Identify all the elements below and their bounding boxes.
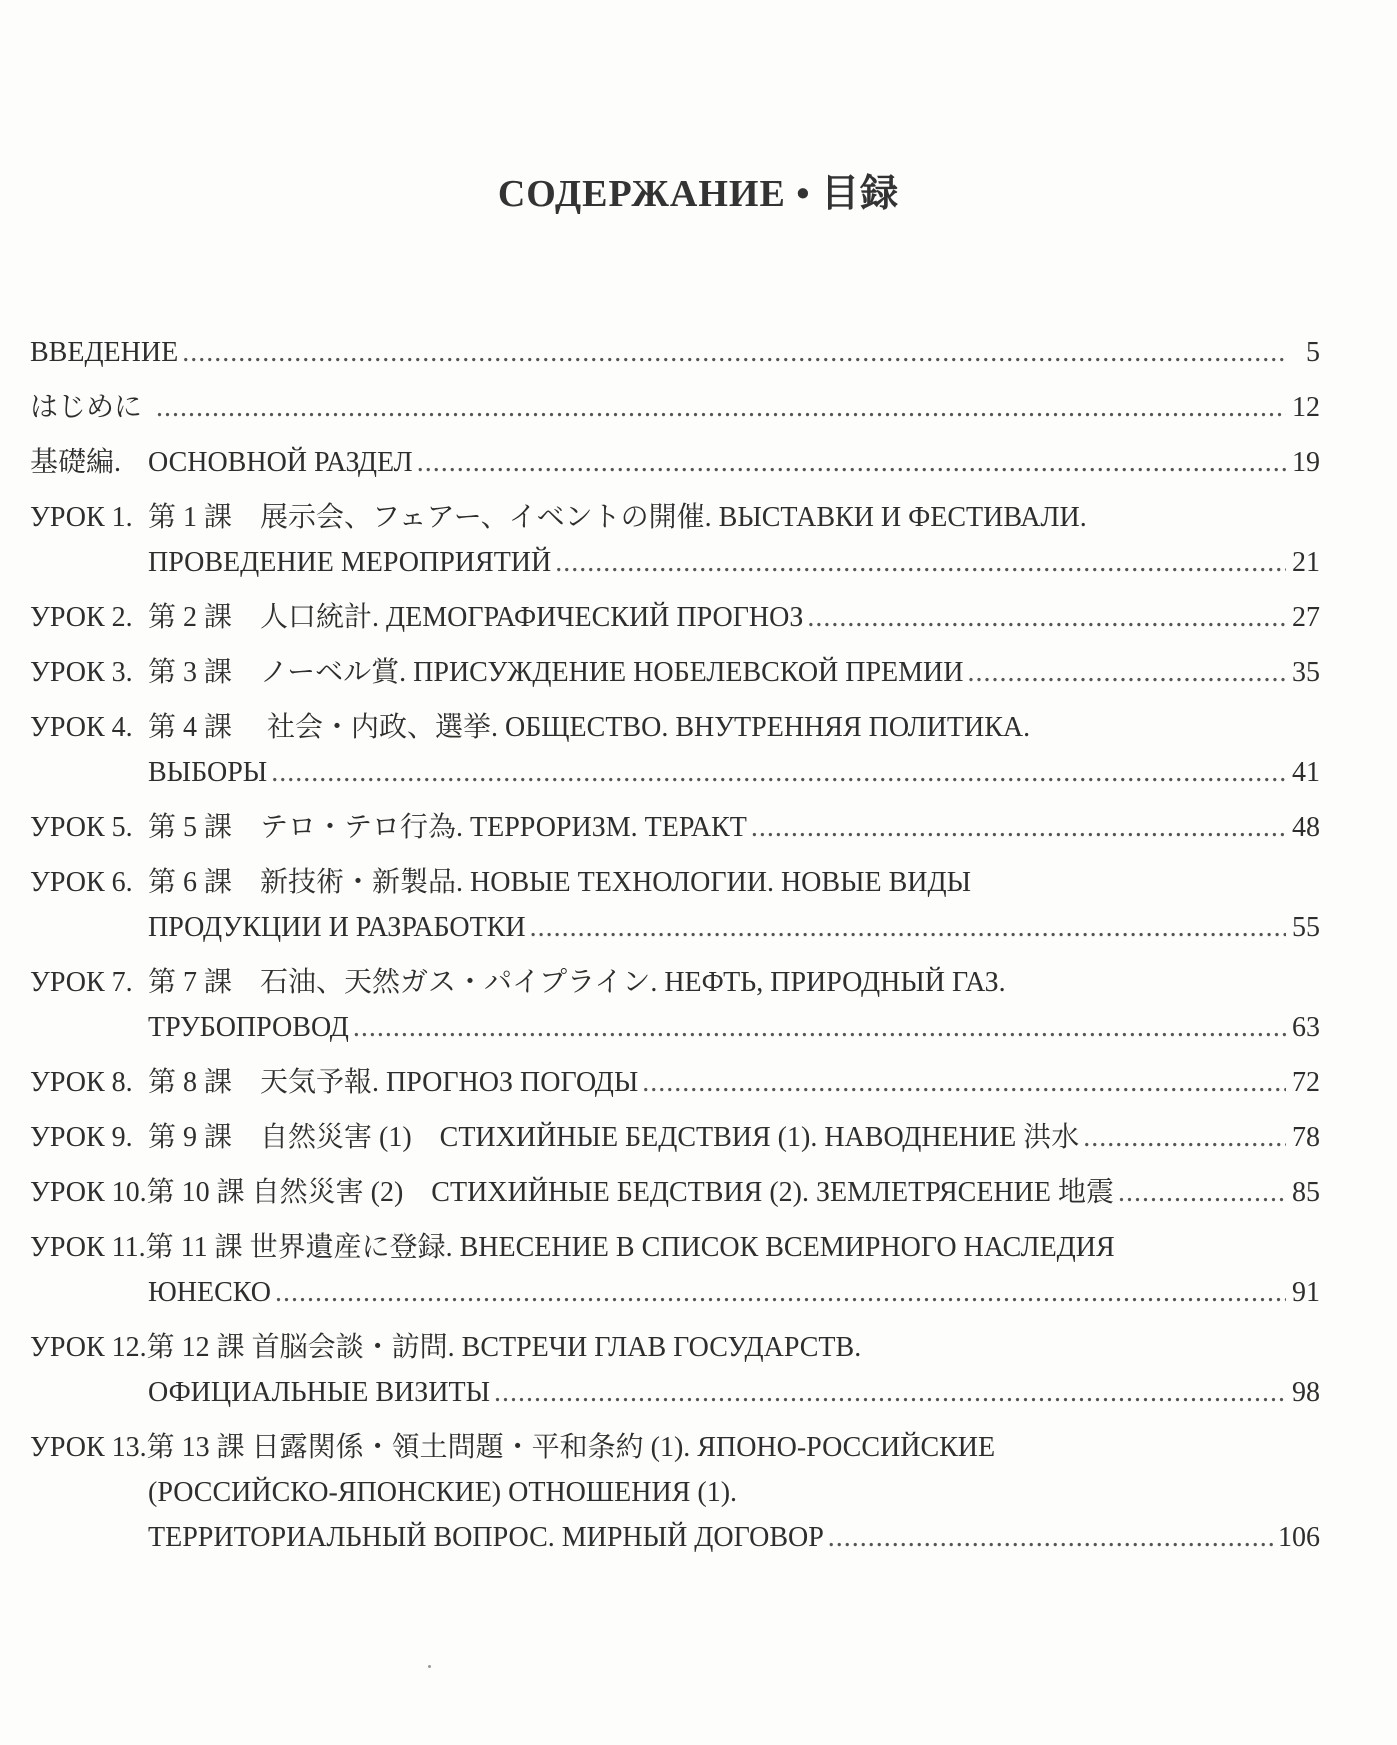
- toc-page-number: 48: [1292, 812, 1320, 843]
- toc-entry-prefix: УРОК 6.: [30, 867, 133, 898]
- toc-entry-prefix: УРОК 9.: [30, 1122, 133, 1153]
- toc-entry-lesson-2[interactable]: [30, 595, 1320, 640]
- toc-page-number: 55: [1292, 912, 1320, 943]
- toc-entry-lesson-1[interactable]: [30, 495, 1320, 585]
- toc-entry-title-continued: ТРУБОПРОВОД: [148, 1012, 349, 1043]
- dot-leader: [275, 1270, 1286, 1315]
- dot-leader: [642, 1060, 1286, 1105]
- toc-entry-title: 第 10 課 自然災害 (2) СТИХИЙНЫЕ БЕДСТВИЯ (2). ЗЕМЛЕТРЯСЕНИЕ 地震: [146, 1177, 1115, 1208]
- toc-entry-prefix: 基礎編.: [30, 447, 122, 478]
- toc-entry-prefix: УРОК 4.: [30, 712, 133, 743]
- dot-leader: [156, 385, 1286, 430]
- dot-leader: [1118, 1170, 1286, 1215]
- toc-page-number: 85: [1292, 1177, 1320, 1208]
- dot-leader: [555, 540, 1286, 585]
- toc-entry-title: はじめに: [30, 392, 143, 423]
- toc-entry-intro-ru[interactable]: [30, 330, 1320, 375]
- toc-entry-title: ОСНОВНОЙ РАЗДЕЛ: [148, 447, 413, 478]
- dot-leader: [828, 1515, 1274, 1560]
- toc-page-number: 78: [1292, 1122, 1320, 1153]
- toc-entry-prefix: УРОК 13.: [30, 1432, 147, 1463]
- toc-entry-lesson-7[interactable]: [30, 960, 1320, 1050]
- toc-page-number: 21: [1292, 547, 1320, 578]
- toc-page-number: 35: [1292, 657, 1320, 688]
- toc-entry-intro-jp[interactable]: [30, 385, 1320, 430]
- toc-page-number: 5: [1306, 337, 1320, 368]
- toc-entry-lesson-13[interactable]: [30, 1425, 1320, 1560]
- dot-leader: [807, 595, 1286, 640]
- dot-leader: [494, 1370, 1286, 1415]
- toc-page-number: 106: [1278, 1522, 1320, 1553]
- toc-entry-title-continued: ВЫБОРЫ: [148, 757, 268, 788]
- toc-entry-lesson-10[interactable]: [30, 1170, 1320, 1215]
- toc-entry-title: 第 6 課 新技術・新製品. НОВЫЕ ТЕХНОЛОГИИ. НОВЫЕ ВИДЫ: [148, 867, 972, 898]
- toc-entry-title: 第 4 課 社会・内政、選挙. ОБЩЕСТВО. ВНУТРЕННЯЯ ПОЛИТИКА.: [148, 712, 1031, 743]
- dot-leader: [1083, 1115, 1286, 1160]
- toc-page-number: 63: [1292, 1012, 1320, 1043]
- toc-entry-title: 第 2 課 人口統計. ДЕМОГРАФИЧЕСКИЙ ПРОГНОЗ: [148, 602, 804, 633]
- toc-entry-prefix: УРОК 2.: [30, 602, 133, 633]
- toc-entry-title-continued: ПРОВЕДЕНИЕ МЕРОПРИЯТИЙ: [148, 547, 552, 578]
- toc-page-number: 91: [1292, 1277, 1320, 1308]
- toc-entry-lesson-5[interactable]: [30, 805, 1320, 850]
- toc-entry-prefix: УРОК 12.: [30, 1332, 147, 1363]
- toc-entry-prefix: УРОК 11.: [30, 1232, 146, 1263]
- toc-entry-prefix: УРОК 7.: [30, 967, 133, 998]
- toc-entry-prefix: УРОК 3.: [30, 657, 133, 688]
- toc-entry-lesson-9[interactable]: [30, 1115, 1320, 1160]
- toc-entry-title-continued: ЮНЕСКО: [148, 1277, 271, 1308]
- toc-entry-lesson-4[interactable]: [30, 705, 1320, 795]
- toc-entry-title: 第 12 課 首脳会談・訪問. ВСТРЕЧИ ГЛАВ ГОСУДАРСТВ.: [146, 1332, 862, 1363]
- dot-leader: [417, 440, 1286, 485]
- page-title: СОДЕРЖАНИЕ • 目録: [497, 173, 900, 215]
- toc-entry-prefix: УРОК 10.: [30, 1177, 147, 1208]
- dot-leader: [353, 1005, 1286, 1050]
- toc-entry-title: 第 13 課 日露関係・領土問題・平和条約 (1). ЯПОНО-РОССИЙСКИЕ: [146, 1432, 996, 1463]
- toc-entry-title-continued: ТЕРРИТОРИАЛЬНЫЙ ВОПРОС. МИРНЫЙ ДОГОВОР: [148, 1522, 824, 1553]
- toc-entry-prefix: УРОК 1.: [30, 502, 133, 533]
- toc-entry-lesson-12[interactable]: [30, 1325, 1320, 1415]
- toc-entry-title: 第 7 課 石油、天然ガス・パイプライン. НЕФТЬ, ПРИРОДНЫЙ ГАЗ.: [148, 967, 1006, 998]
- table-of-contents: [30, 330, 1320, 1560]
- toc-entry-lesson-8[interactable]: [30, 1060, 1320, 1105]
- toc-entry-title: 第 3 課 ノーベル賞. ПРИСУЖДЕНИЕ НОБЕЛЕВСКОЙ ПРЕМИИ: [148, 657, 964, 688]
- toc-entry-title: 第 9 課 自然災害 (1) СТИХИЙНЫЕ БЕДСТВИЯ (1). НАВОДНЕНИЕ 洪水: [148, 1122, 1080, 1153]
- toc-entry-lesson-3[interactable]: [30, 650, 1320, 695]
- toc-entry-prefix: УРОК 5.: [30, 812, 133, 843]
- dot-leader: [182, 330, 1286, 375]
- toc-entry-title: 第 11 課 世界遺産に登録. ВНЕСЕНИЕ В СПИСОК ВСЕМИРНОГО НАСЛЕДИЯ: [145, 1232, 1115, 1263]
- dot-leader: [530, 905, 1286, 950]
- toc-entry-title: 第 5 課 テロ・テロ行為. ТЕРРОРИЗМ. ТЕРАКТ: [148, 812, 747, 843]
- dot-leader: [968, 650, 1287, 695]
- toc-page-number: 72: [1292, 1067, 1320, 1098]
- toc-entry-lesson-11[interactable]: [30, 1225, 1320, 1315]
- toc-entry-title-continued: ОФИЦИАЛЬНЫЕ ВИЗИТЫ: [148, 1377, 491, 1408]
- toc-page-number: 41: [1292, 757, 1320, 788]
- dot-leader: [271, 750, 1286, 795]
- toc-entry-title: 第 1 課 展示会、フェアー、イベントの開催. ВЫСТАВКИ И ФЕСТИВАЛИ.: [148, 502, 1087, 533]
- toc-entry-basic[interactable]: [30, 440, 1320, 485]
- toc-entry-prefix: УРОК 8.: [30, 1067, 133, 1098]
- dot-leader: [751, 805, 1286, 850]
- toc-entry-title: ВВЕДЕНИЕ: [30, 337, 179, 368]
- toc-entry-lesson-6[interactable]: [30, 860, 1320, 950]
- print-speck: [428, 1665, 431, 1668]
- toc-entry-title-continued: (РОССИЙСКО-ЯПОНСКИЕ) ОТНОШЕНИЯ (1).: [148, 1477, 738, 1508]
- toc-page-number: 27: [1292, 602, 1320, 633]
- toc-page-number: 12: [1292, 392, 1320, 423]
- toc-entry-title: 第 8 課 天気予報. ПРОГНОЗ ПОГОДЫ: [148, 1067, 639, 1098]
- toc-page-number: 98: [1292, 1377, 1320, 1408]
- toc-page-number: 19: [1292, 447, 1320, 478]
- toc-entry-title-continued: ПРОДУКЦИИ И РАЗРАБОТКИ: [148, 912, 526, 943]
